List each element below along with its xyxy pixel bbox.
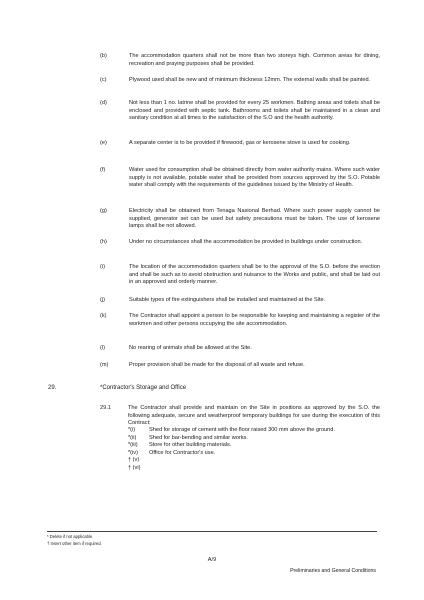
clause-label: (d) [100, 100, 107, 106]
clause-text: Water used for consumption shall be obtained directly from water authority mains. Where such water supply is not available, potable water shall be provided from sources approved by the S.O. Potable water shall comply with the requirements of the guidelines issued by the Ministry of Health. [129, 167, 380, 189]
clause-b [100, 53, 380, 68]
clause-f [100, 167, 380, 190]
clause-label: (i) [100, 264, 105, 270]
list-item [128, 450, 388, 458]
subsection-number: 29.1 [100, 405, 111, 411]
clause-h [100, 239, 380, 247]
clause-j [100, 297, 380, 305]
clause-text: The location of the accommodation quarters shall be to the approval of the S.O. before the erection and shall be such as to avoid obstruction and nuisance to the Works and public, and shall be laid out in an approved and orderly manner. [129, 264, 380, 286]
clause-c [100, 77, 380, 85]
clause-text: Under no circumstances shall the accommodation be provided in buildings under construction. [129, 239, 363, 245]
clause-text: Suitable types of fire extinguishers shall be installed and maintained at the Site. [129, 297, 326, 303]
list-item-number: † (v) [128, 457, 140, 464]
clause-text: Electricity shall be obtained from Tenaga Nasional Berhad. Where such power supply cannot be supplied, generator set can be used but safety precautions must be taken. The use of kerosene lamps shall be not allowed. [129, 208, 380, 230]
clause-text: The accommodation quarters shall not be more than two storeys high. Common areas for dining, recreation and praying purposes shall be provided. [129, 53, 380, 67]
footnote-divider [47, 531, 377, 532]
list-item-number: *(iii) [128, 442, 138, 449]
clause-text: Proper provision shall be made for the disposal of all waste and refuse. [129, 362, 305, 368]
clause-text: Not less than 1 no. latrine shall be provided for every 25 workmen. Bathing areas and toilets shall be enclosed and provided with septic tank. Bathrooms and toilets shall be maintained in a clean and sanitary condition at all times to the satisfaction of the S.O and the health authority. [129, 100, 380, 122]
clause-i [100, 264, 380, 287]
clause-l [100, 345, 380, 353]
clause-label: (e) [100, 140, 107, 146]
list-item [128, 427, 388, 435]
list-item-text: Office for Contractor's use. [149, 449, 216, 456]
clause-label: (m) [100, 362, 109, 368]
clause-label: (b) [100, 53, 107, 59]
clause-label: (k) [100, 313, 107, 319]
clause-k [100, 313, 380, 328]
clause-g [100, 208, 380, 231]
subsection-text: The Contractor shall provide and maintain on the Site in positions as approved by the S.O. the following adequate, secure and weatherproof temporary buildings for use during the execution of this Contract: [128, 405, 380, 427]
clause-label: (h) [100, 239, 107, 245]
clause-label: (j) [100, 297, 105, 303]
clause-text: No rearing of animals shall be allowed at the Site. [129, 345, 252, 351]
footnote-delete: * Delete if not applicable. [47, 534, 94, 539]
list-item [128, 465, 388, 473]
list-item [128, 435, 388, 443]
list-item-text: Shed for bar-bending and similar works. [149, 434, 248, 441]
list-item-number: *(iv) [128, 449, 138, 456]
clause-label: (c) [100, 77, 107, 83]
clause-m [100, 362, 380, 370]
clause-text: A separate center is to be provided if firewood, gas or kerosene stove is used for cooking. [129, 140, 351, 146]
list-item-number: *(ii) [128, 434, 137, 441]
clause-text: Plywood used shall be new and of minimum thickness 12mm. The external walls shall be painted. [129, 77, 371, 83]
clause-label: (f) [100, 167, 106, 173]
list-item-number: † (vi) [128, 464, 141, 471]
clause-d [100, 100, 380, 123]
clause-e [100, 140, 380, 148]
list-item [128, 442, 388, 450]
list-item [128, 457, 388, 465]
list-item-text: Store for other building materials. [149, 442, 232, 449]
page-number: A/9 [207, 557, 217, 563]
clause-text: The Contractor shall appoint a person to be responsible for keeping and maintaining a register of the workmen and other persons occupying the site accommodation. [129, 313, 380, 327]
clause-label: (l) [100, 345, 105, 351]
clause-label: (g) [100, 208, 107, 214]
section-title: *Contractor's Storage and Office [100, 385, 187, 391]
list-item-text: Shed for storage of cement with the floor raised 300 mm above the ground. [149, 427, 335, 433]
storage-list [128, 427, 388, 473]
list-item-number: *(i) [128, 427, 136, 433]
section-number: 29. [48, 385, 57, 391]
footnote-insert: † Insert other item if required. [47, 541, 102, 546]
footer-title: Preliminaries and General Conditions [290, 568, 376, 574]
